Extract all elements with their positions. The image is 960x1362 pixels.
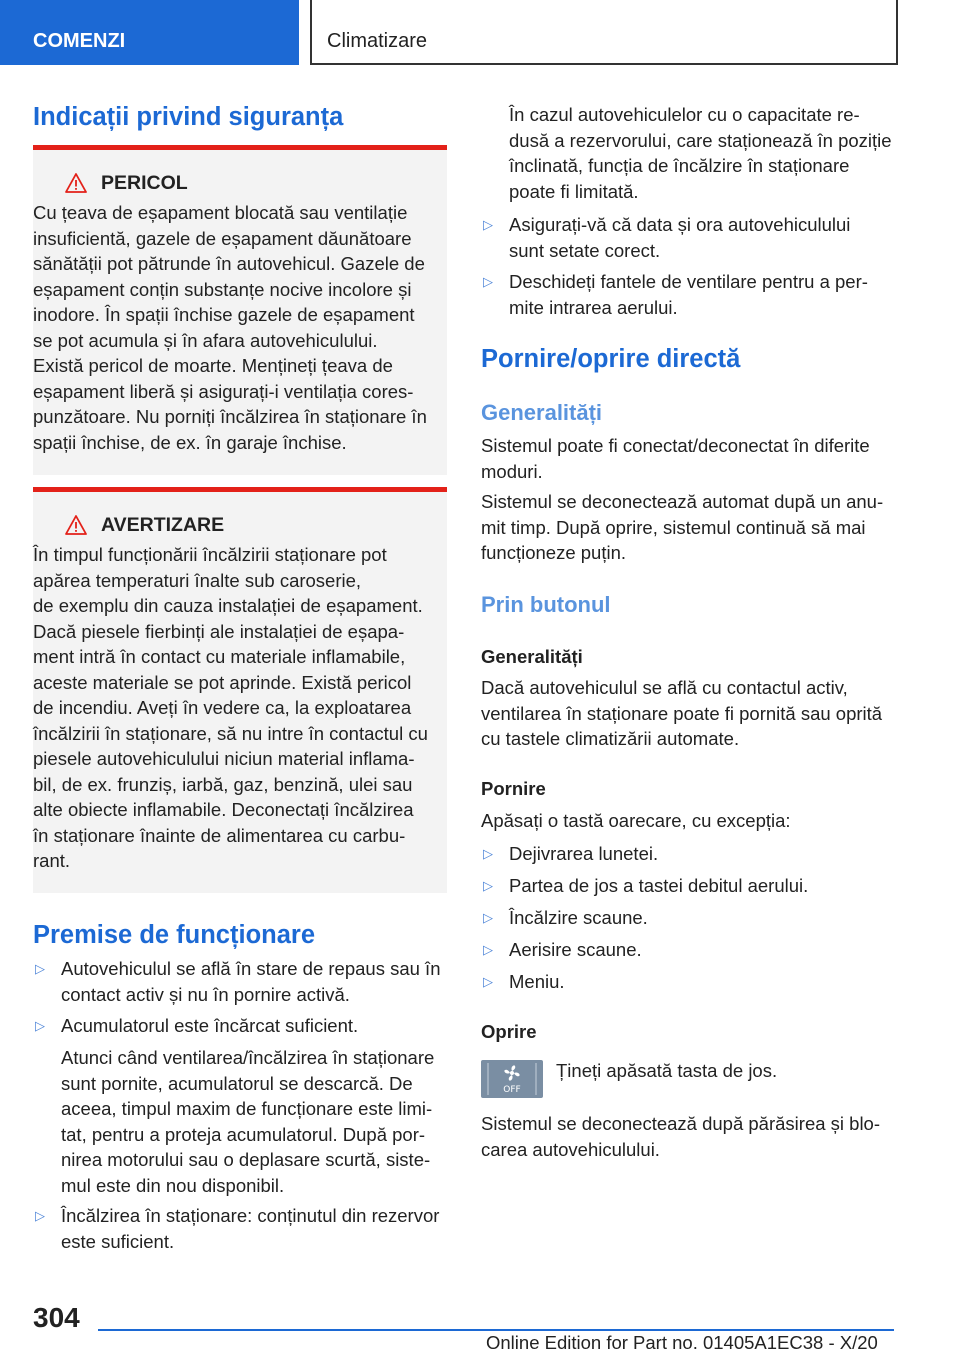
general-text-1: Sistemul poate fi conectat/deconectat în diferite moduri. — [481, 435, 870, 482]
start-heading: Pornire — [481, 778, 546, 799]
safety-heading: Indicații privind siguranța — [33, 103, 344, 131]
continued-text: În cazul autovehiculelor cu o capacitate re- dusă a rezervorului, care staționează în poziție înclinată, funcția de încălzire în staționare poate fi limitată. — [509, 104, 892, 202]
stop-heading: Oprire — [481, 1021, 537, 1042]
list-item: ▷ Meniu. — [481, 969, 896, 995]
danger-box — [33, 145, 447, 475]
triangle-bullet-icon: ▷ — [483, 846, 493, 861]
section-label: COMENZI — [33, 30, 126, 52]
warning-title — [33, 512, 447, 538]
chapter-tab — [310, 0, 898, 65]
list-item: ▷ Asigurați-vă că data și ora autovehiculului sunt setate corect. — [483, 214, 851, 261]
warning-box — [33, 487, 447, 893]
triangle-bullet-icon: ▷ — [483, 274, 493, 289]
warning-text: În timpul funcționării încălzirii staționare pot apărea temperaturi înalte sub caroserie, de exemplu din cauza instalației de eșapament. Dacă piesele fierbinți ale instalației de eșapa- ment intră în contact cu materiale inflamabile, aceste materiale se pot aprinde. Există pericol de incendiu. Aveți în vedere ca, la exploatarea încălzirii în staționare, să nu intre în contactul cu piesele autovehiculului niciun material inflama- bil, de ex. frunziș, iarbă, gaz, benzină, ulei sau alte obiecte inflamabile. Deconectați încălzirea în staționare înainte de alimentarea cu carbu- rant. — [33, 544, 428, 871]
triangle-bullet-icon: ▷ — [483, 217, 493, 232]
danger-title — [33, 170, 447, 196]
triangle-bullet-icon: ▷ — [483, 878, 493, 893]
fan-off-icon-label: OFF — [503, 1085, 521, 1095]
list-item: ▷ Aerisire scaune. — [481, 937, 896, 963]
list-item: ▷ Încălzirea în staționare: conținutul din rezervor este suficient. — [35, 1205, 440, 1252]
triangle-bullet-icon: ▷ — [483, 974, 493, 989]
fan-off-icon — [481, 1060, 543, 1098]
start-text: Apăsați o tastă oarecare, cu excepția: — [481, 810, 791, 831]
chapter-label: Climatizare — [327, 30, 428, 52]
section-tab — [0, 0, 299, 65]
triangle-bullet-icon: ▷ — [35, 961, 45, 976]
button-heading: Prin butonul — [481, 592, 611, 617]
footer-divider — [98, 1329, 894, 1331]
danger-text: Cu țeava de eșapament blocată sau ventilație insuficientă, gazele de eșapament dăunătoare sănătății pot pătrunde în autovehicul. Gazele de eșapament conțin substanțe nocive incolore și inodore. În spații închise gazele de eșapament se pot acumula și în afara autovehiculului. Există pericol de moarte. Mențineți țeava de eșapament liberă și asigurați-i ventilația cores- punzătoare. Nu porniți încălzirea în staționare în spații închise, de ex. în garaje închise. — [33, 202, 427, 453]
page-number: 304 — [33, 1302, 80, 1333]
warning-triangle-icon — [65, 173, 87, 193]
edition-text: Online Edition for Part no. 01405A1EC38 - X/20 — [486, 1332, 878, 1353]
triangle-bullet-icon: ▷ — [35, 1018, 45, 1033]
general-text-2: Sistemul se deconectează automat după un anu- mit timp. După oprire, sistemul continuă să mai funcționeze puțin. — [481, 491, 884, 563]
list-item: ▷ Acumulatorul este încărcat suficient. — [33, 1013, 447, 1039]
triangle-bullet-icon: ▷ — [483, 910, 493, 925]
prereq-heading: Premise de funcționare — [33, 921, 316, 949]
triangle-bullet-icon: ▷ — [35, 1208, 45, 1223]
list-item: ▷ Deschideți fantele de ventilare pentru a per- mite intrarea aerului. — [483, 271, 868, 318]
general-heading: Generalități — [481, 400, 603, 425]
triangle-bullet-icon: ▷ — [483, 942, 493, 957]
fan-off-button-image — [481, 1060, 543, 1098]
list-item: ▷ Dejivrarea lunetei. — [481, 841, 896, 867]
list-item: ▷ Partea de jos a tastei debitul aerului. — [481, 873, 896, 899]
button-general-text: Dacă autovehiculul se află cu contactul activ, ventilarea în staționare poate fi pornită sau oprită cu tastele climatizării automate. — [481, 677, 883, 749]
prereq-subtext: Atunci când ventilarea/încălzirea în staționare sunt pornite, acumulatorul se descarcă. De aceea, timpul maxim de funcționare este limi- tat, pentru a proteja acumulatorul. După por- nirea motorului sau o deplasare scurtă, siste- mul este din nou disponibil. — [61, 1047, 435, 1196]
warning-label: AVERTIZARE — [101, 513, 225, 536]
list-item: ▷ Autovehiculul se află în stare de repaus sau în contact activ și nu în pornire activă. — [35, 958, 441, 1005]
warning-triangle-icon — [65, 515, 87, 535]
stop-text: Țineți apăsată tasta de jos. — [556, 1060, 778, 1081]
button-general-heading: Generalități — [481, 646, 583, 667]
danger-label: PERICOL — [101, 171, 188, 194]
list-item: ▷ Încălzire scaune. — [481, 905, 896, 931]
direct-heading: Pornire/oprire directă — [481, 345, 741, 373]
final-text: Sistemul se deconectează după părăsirea și blo- carea autovehiculului. — [481, 1113, 881, 1160]
